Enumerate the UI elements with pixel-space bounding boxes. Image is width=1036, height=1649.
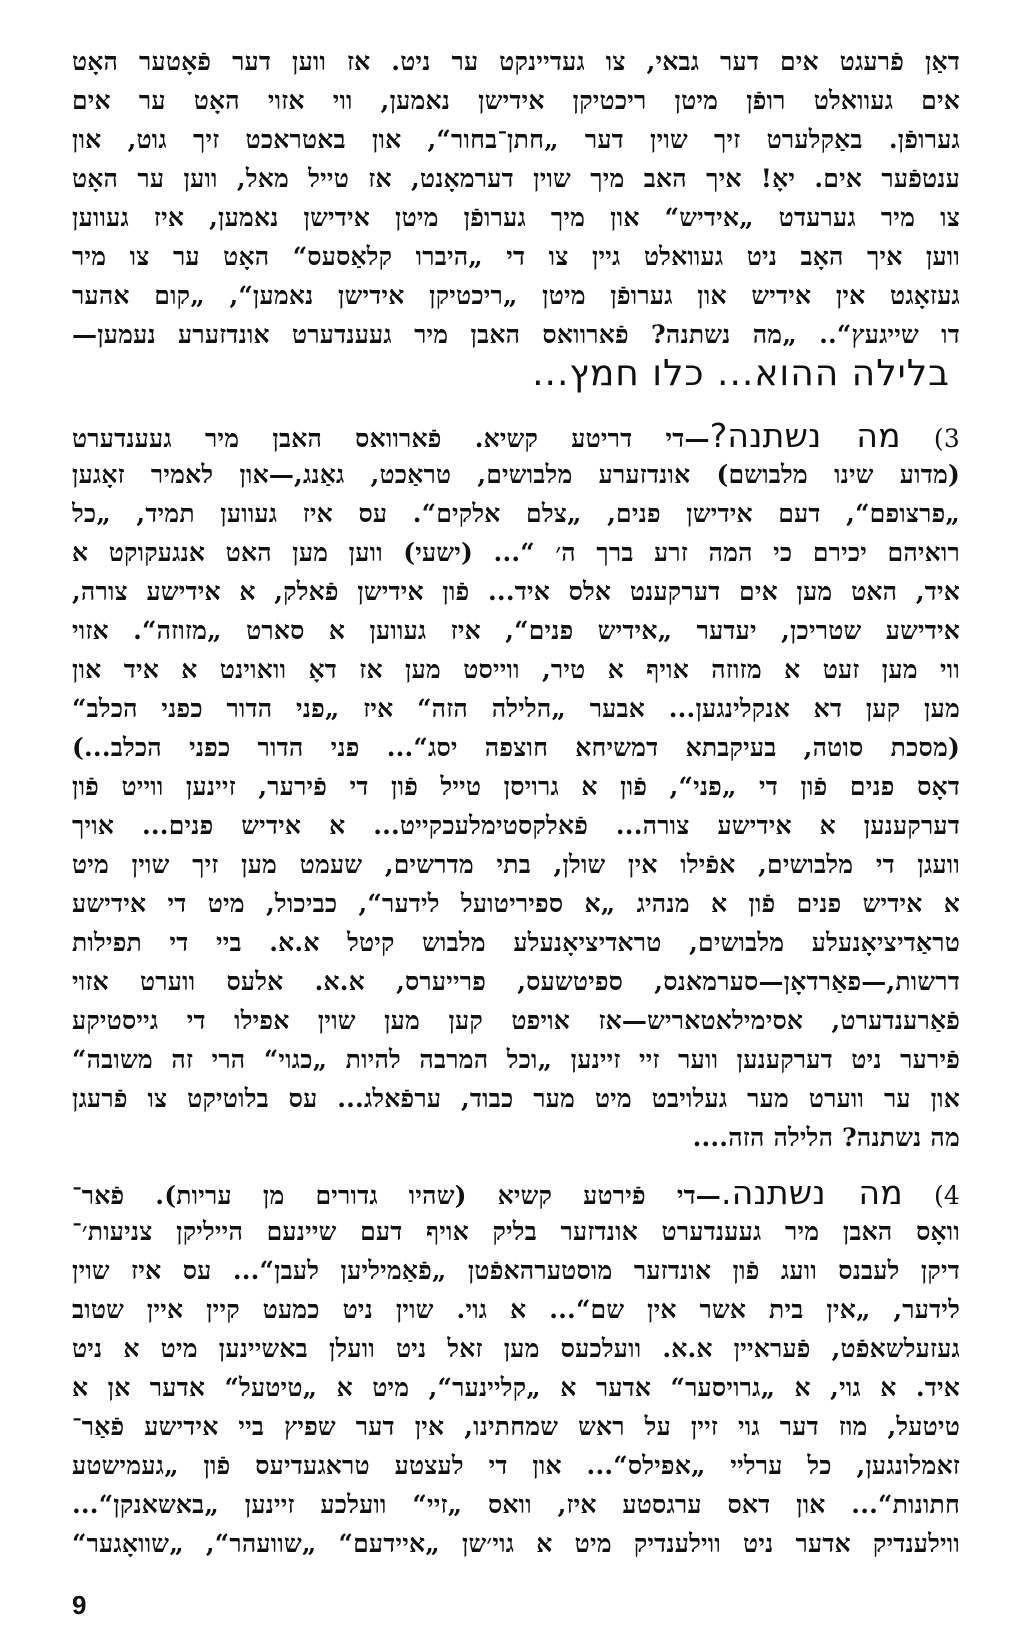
paragraph-3 [72,1173,960,1563]
text-line: לידער, „אין בית אשר אין שם“... א גוי. שוין ניט כמעט קיין איין שטוב [72,1295,960,1324]
text-line: פֿירער ניט דערקענען ווער זיי זיינען „וכל המרבה להיות „כגוי“ הרי זה משובה“ [72,1045,960,1074]
page-number: 9 [72,1590,87,1620]
text-line: דו שייגעץ“.. „מה נשתנה? פֿארוואס האבן מיר געענדערט אונדזערע נעמען— [72,320,960,349]
section-heading-line [72,1173,960,1212]
text-line: אים געוואלט רופֿן מיטן ריכטיקן אידישן נאמען, ווי אזוי האָט ער אים [72,86,960,115]
text-line: א אידיש פנים פֿון א מנהיג „א ספיריטועל לידער“, כביכול, מיט די אידישע [72,889,960,918]
text-line: רואיהם יכירם כי המה זרע ברך ה׳ “... (ישעי) ווען מען האט אנגעקוקט א [72,538,960,567]
text-line: וועגן די מלבושים, אפֿילו אין שולן, בתי מדרשים, שעמט מען זיך שוין מיט [72,850,960,879]
text-line: אידישע שטריכן, יעדער „אידיש פנים“, איז געווען א סארט „מזוזה“. אזוי [72,616,960,645]
section-heading: מה נשתנה? [709,416,901,455]
text-line: (מסכת סוטה, בעיקבתא דמשיחא חוצפה יסג“... פני הדור כפני הכלב...) [72,733,960,762]
text-line: וואָס האבן מיר געענדערט אונדזער בליק אויף דעם שיינעם הייליקן צניעות׳־ [72,1217,960,1246]
document-page [72,42,960,1563]
text-line: ווען איך האָב ניט געוואלט גיין צו די „היברו קלאַסעס“ האָט ער צו מיר [72,242,960,271]
text-line: מען קען דא אנקלינגען... אבער „הלילה הזה“ איז „פני הדור כפני הכלב“ [72,694,960,723]
paragraph-2 [72,416,960,1157]
text-line: געזאָגט אין אידיש און גערופֿן מיטן „ריכטיקן אידישן נאמען“, „קום אהער [72,281,960,310]
text-line: מה נשתנה? הלילה הזה.... [692,1123,960,1152]
text-line: ענטפֿער אים. יאָ! איך האב מיך שוין דערמאָנט, אז טייל מאל, ווען ער האָט [72,164,960,193]
text-line: צו מיר גערעדט „אידיש“ און מיך גערופֿן מיטן אידישן נאמען, איז געווען [72,203,960,232]
text-line: חתונות“... און דאס ערגסטע איז, וואס „זיי“ וועלכע זיינען „באשאנקן“... [72,1490,960,1519]
text-line: ווי מען זעט א מזוזה אויף א טיר, ווייסט מען אז דאָ וואוינט א איד און [72,655,960,684]
text-line: פֿאַרענדערט, אסימילאטאריש—אז אויפט קען מען שוין אפילו די גייסטיקע [72,1006,960,1035]
paragraph-gap [72,1157,960,1173]
text-line: גערופֿן. באַקלערט זיך שוין דער „חתן־בחור“, און באטראכט זיך גוט, און [72,125,960,154]
section-number: 3) [933,424,960,453]
text-line: דאַן פֿרעגט אים דער גבאי, צו געדיינקט ער ניט. אז ווען דער פֿאָטער האָט [72,47,960,76]
text-line: דיקן לעבנס וועג פֿון אונדזער מוסטערהאפֿטן „פֿאַמיליען לעבן“... עס איז שוין [72,1256,960,1285]
text-line: דרשות,—פאַרדאָן—סערמאנס, ספיטשעס, פרייערס, א.א. אלעס ווערט אזוי [72,967,960,996]
text-line: טיטעל, מוז דער גוי זיין על ראש שמחתינו, אין דער שפיץ ביי אידישע פֿאַר־ [72,1412,960,1441]
paragraph-1 [72,42,960,400]
text-line-rest: —די דריטע קשיא. פֿארוואס האבן מיר געענדערט [72,424,710,453]
text-line: טראַדיציאָנעלע מלבושים, טראדיציאָנעלע מלבוש קיטל א.א. ביי די תפילות [72,928,960,957]
text-line: ווילענדיק אדער ניט ווילענדיק מיט א גוי׳שן „איידעם“ „שוועהר“, „שוואָגער“ [72,1529,960,1558]
text-line: איד, האט מען אים דערקענט אלס איד... פֿון אידישן פֿאלק, א אידישע צורה, [72,577,960,606]
paragraph-gap [72,400,960,416]
section-heading-line [72,416,960,455]
closing-quote-large: בלילה ההוא... כלו חמץ... [532,353,950,394]
section-heading: מה נשתנה. [721,1173,903,1212]
text-line: (מדוע שינו מלבושם) אונדזערע מלבושים, טראַכט, גאַנג,—און לאמיר זאָגען [72,460,960,489]
section-number: 4) [933,1181,960,1210]
text-line: דערקענען א אידישע צורה... פֿאלקסטימלעכקייט... א אידיש פנים... אויך [72,811,960,840]
text-line: „פרצופם“, דעם אידישן פנים, „צלם אלקים“. עס איז געווען תמיד, „כל [72,499,960,528]
text-line: געזעלשאפֿט, פֿעראיין א.א. וועלכעס מען זאל ניט וועלן באשיינען מיט א ניט [72,1334,960,1363]
text-line-rest: —די פֿירטע קשיא (שהיו גדורים מן עריות). פֿאר־ [72,1181,721,1210]
text-line: דאָס פנים פֿון די „פני“, פֿון א גרויסן טייל פֿון די פֿירער, זיינען ווייט פֿון [72,772,960,801]
text-line: זאמלונגען, כל ערליי „אפילס“... און די לעצטע טראגעדיעס פֿון „געמישטע [72,1451,960,1480]
text-line: איד. א גוי, א „גרויסער“ אדער א „קליינער“, מיט א „טיטעל“ אדער אן א [72,1373,960,1402]
text-line: און ער ווערט מער געלויבט מיט מער כבוד, ערפֿאלג... עס בלוטיקט צו פֿרעגן [72,1084,960,1113]
